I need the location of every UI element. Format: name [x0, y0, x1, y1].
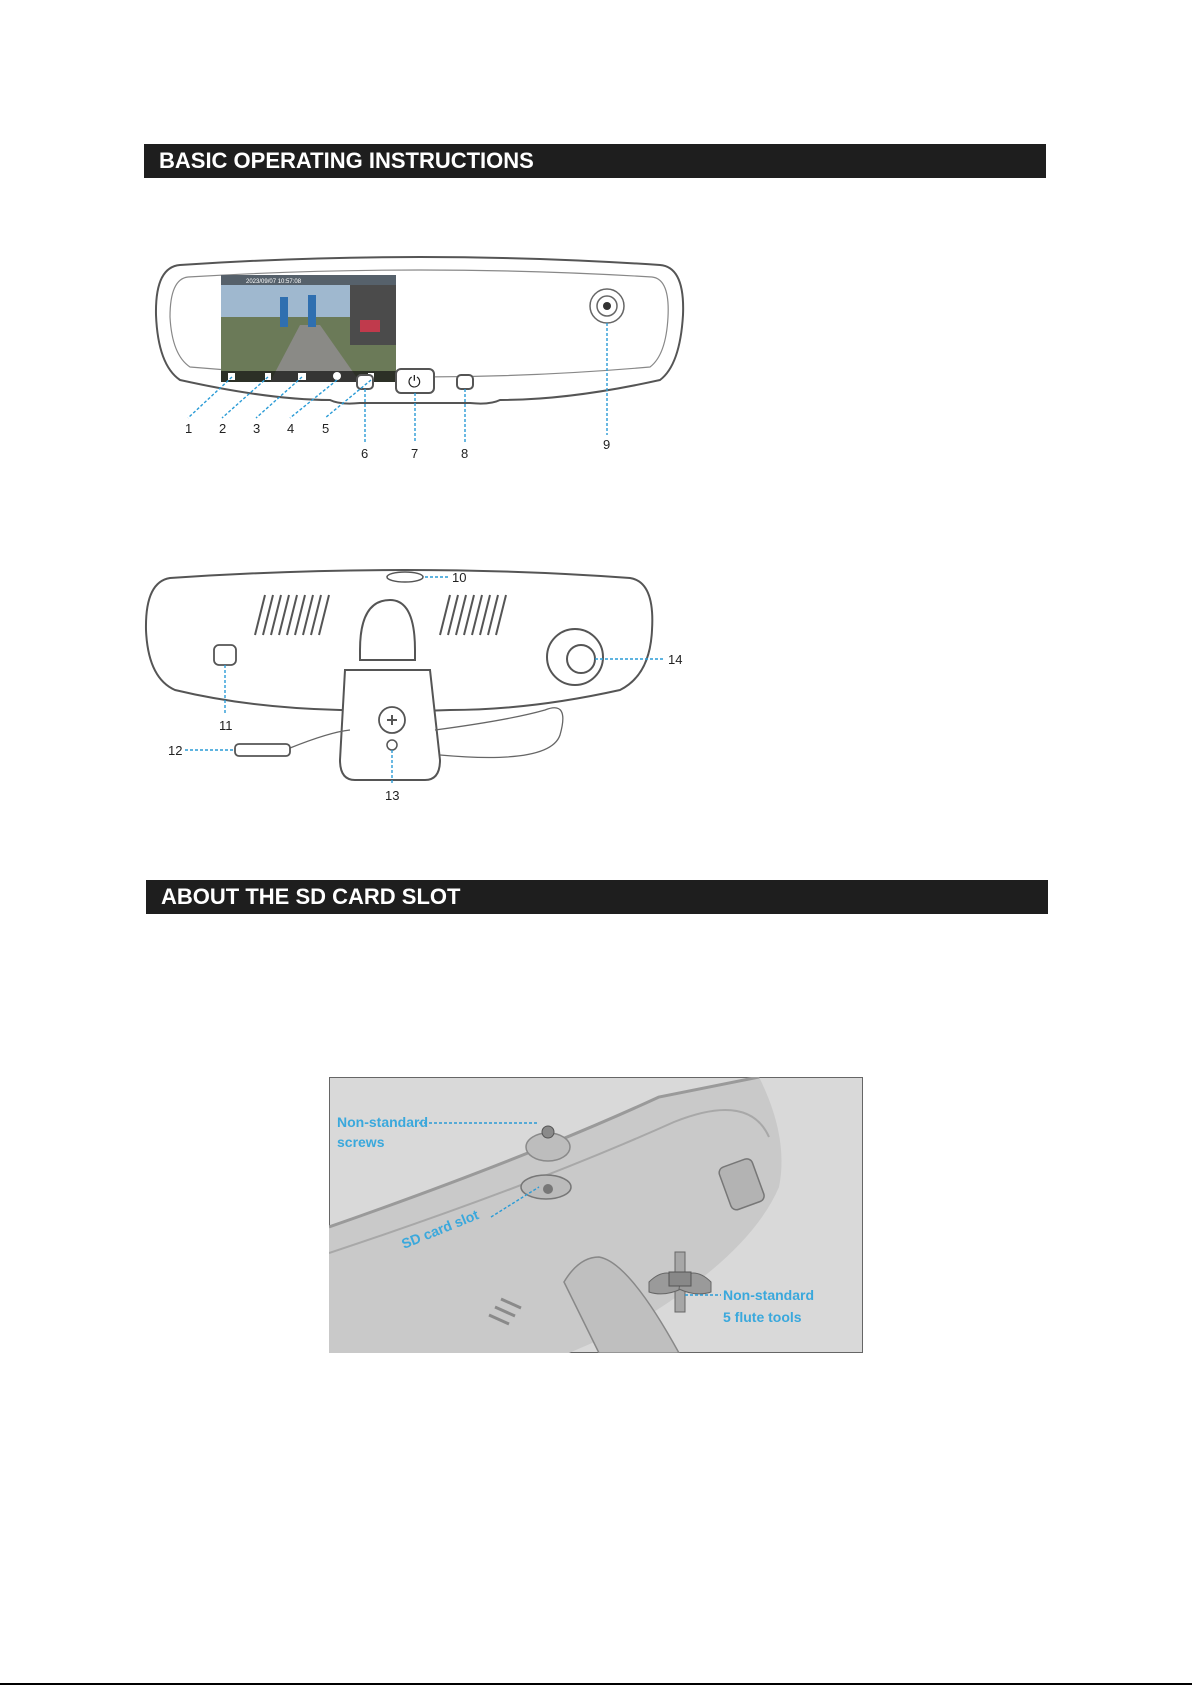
right-button — [457, 375, 473, 389]
section-header-basic-operating: BASIC OPERATING INSTRUCTIONS — [144, 144, 1046, 178]
mirror-back-diagram — [140, 560, 700, 810]
mount-hole — [387, 740, 397, 750]
mic-icon — [333, 372, 341, 380]
callout-1: 1 — [185, 421, 193, 436]
sd-card-photo — [329, 1077, 863, 1353]
tools-label-line1: Non-standard — [723, 1287, 814, 1303]
callout-8: 8 — [461, 446, 469, 461]
tools-label-line2: 5 flute tools — [723, 1309, 802, 1325]
section-header-sd-card: ABOUT THE SD CARD SLOT — [146, 880, 1048, 914]
screen-status-text: 2023/09/07 10:57:08 — [246, 279, 302, 285]
screws-label-line2: screws — [337, 1134, 385, 1150]
callout-3: 3 — [253, 421, 261, 436]
callout-12: 12 — [168, 743, 183, 758]
left-button — [357, 375, 373, 389]
callout-4: 4 — [287, 421, 295, 436]
screws-label-line1: Non-standard — [337, 1114, 428, 1130]
callout-11: 11 — [219, 718, 233, 733]
callout-10: 10 — [452, 570, 467, 585]
camera-icon — [298, 373, 306, 380]
callout-2: 2 — [219, 421, 227, 436]
callout-5: 5 — [322, 421, 330, 436]
rear-button — [214, 645, 236, 665]
callout-6: 6 — [361, 446, 369, 461]
sd-slot-label: SD card slot — [399, 1206, 481, 1252]
power-icon: ⏻ — [408, 374, 421, 391]
apps-icon — [228, 373, 235, 380]
mirror-front-diagram — [150, 255, 690, 465]
dashcam-screen — [221, 275, 396, 382]
callout-7: 7 — [411, 446, 419, 461]
cable-connector — [235, 744, 290, 756]
callout-9: 9 — [603, 437, 611, 452]
callout-14: 14 — [668, 652, 683, 667]
screw-icon — [542, 1126, 554, 1138]
top-slot — [387, 572, 423, 582]
callout-13: 13 — [385, 788, 400, 803]
